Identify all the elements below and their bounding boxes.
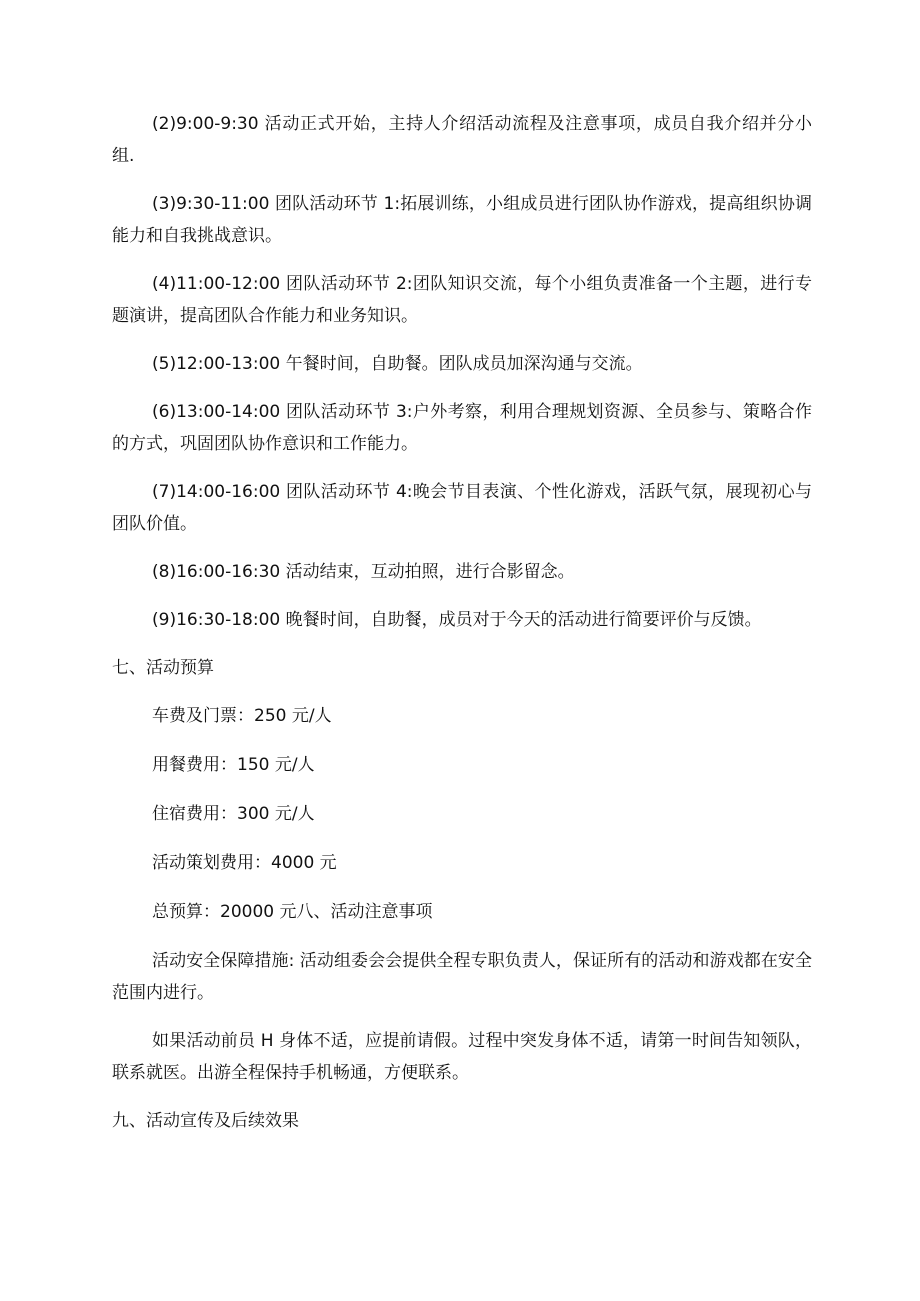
schedule-item-2: (2)9:00-9:30 活动正式开始，主持人介绍活动流程及注意事项，成员自我介绍并分小组. — [112, 114, 812, 166]
budget-item-total: 总预算：20000 元八、活动注意事项 — [152, 902, 433, 922]
schedule-item-5: (5)12:00-13:00 午餐时间，自助餐。团队成员加深沟通与交流。 — [152, 354, 643, 374]
document-body — [112, 108, 812, 1153]
budget-heading: 七、活动预算 — [112, 658, 214, 678]
budget-item-planning: 活动策划费用：4000 元 — [152, 853, 337, 873]
note-safety: 活动安全保障措施: 活动组委会会提供全程专职负责人，保证所有的活动和游戏都在安全范围内进行。 — [112, 951, 812, 1003]
schedule-item-4: (4)11:00-12:00 团队活动环节 2:团队知识交流，每个小组负责准备一个主题，进行专题演讲，提高团队合作能力和业务知识。 — [112, 274, 812, 326]
budget-item-transport: 车费及门票：250 元/人 — [152, 706, 332, 726]
budget-item-lodging: 住宿费用：300 元/人 — [152, 804, 315, 824]
promo-heading: 九、活动宣传及后续效果 — [112, 1111, 299, 1131]
schedule-item-9: (9)16:30-18:00 晚餐时间，自助餐，成员对于今天的活动进行简要评价与反馈。 — [152, 610, 762, 630]
schedule-item-3: (3)9:30-11:00 团队活动环节 1:拓展训练，小组成员进行团队协作游戏，提高组织协调能力和自我挑战意识。 — [112, 194, 812, 246]
schedule-item-7: (7)14:00-16:00 团队活动环节 4:晚会节目表演、个性化游戏，活跃气氛，展现初心与团队价值。 — [112, 482, 812, 534]
note-health: 如果活动前员 H 身体不适，应提前请假。过程中突发身体不适，请第一时间告知领队，联系就医。出游全程保持手机畅通，方便联系。 — [112, 1031, 812, 1083]
budget-item-meals: 用餐费用：150 元/人 — [152, 755, 315, 775]
schedule-item-8: (8)16:00-16:30 活动结束，互动拍照，进行合影留念。 — [152, 562, 575, 582]
schedule-item-6: (6)13:00-14:00 团队活动环节 3:户外考察，利用合理规划资源、全员参与、策略合作的方式，巩固团队协作意识和工作能力。 — [112, 402, 812, 454]
